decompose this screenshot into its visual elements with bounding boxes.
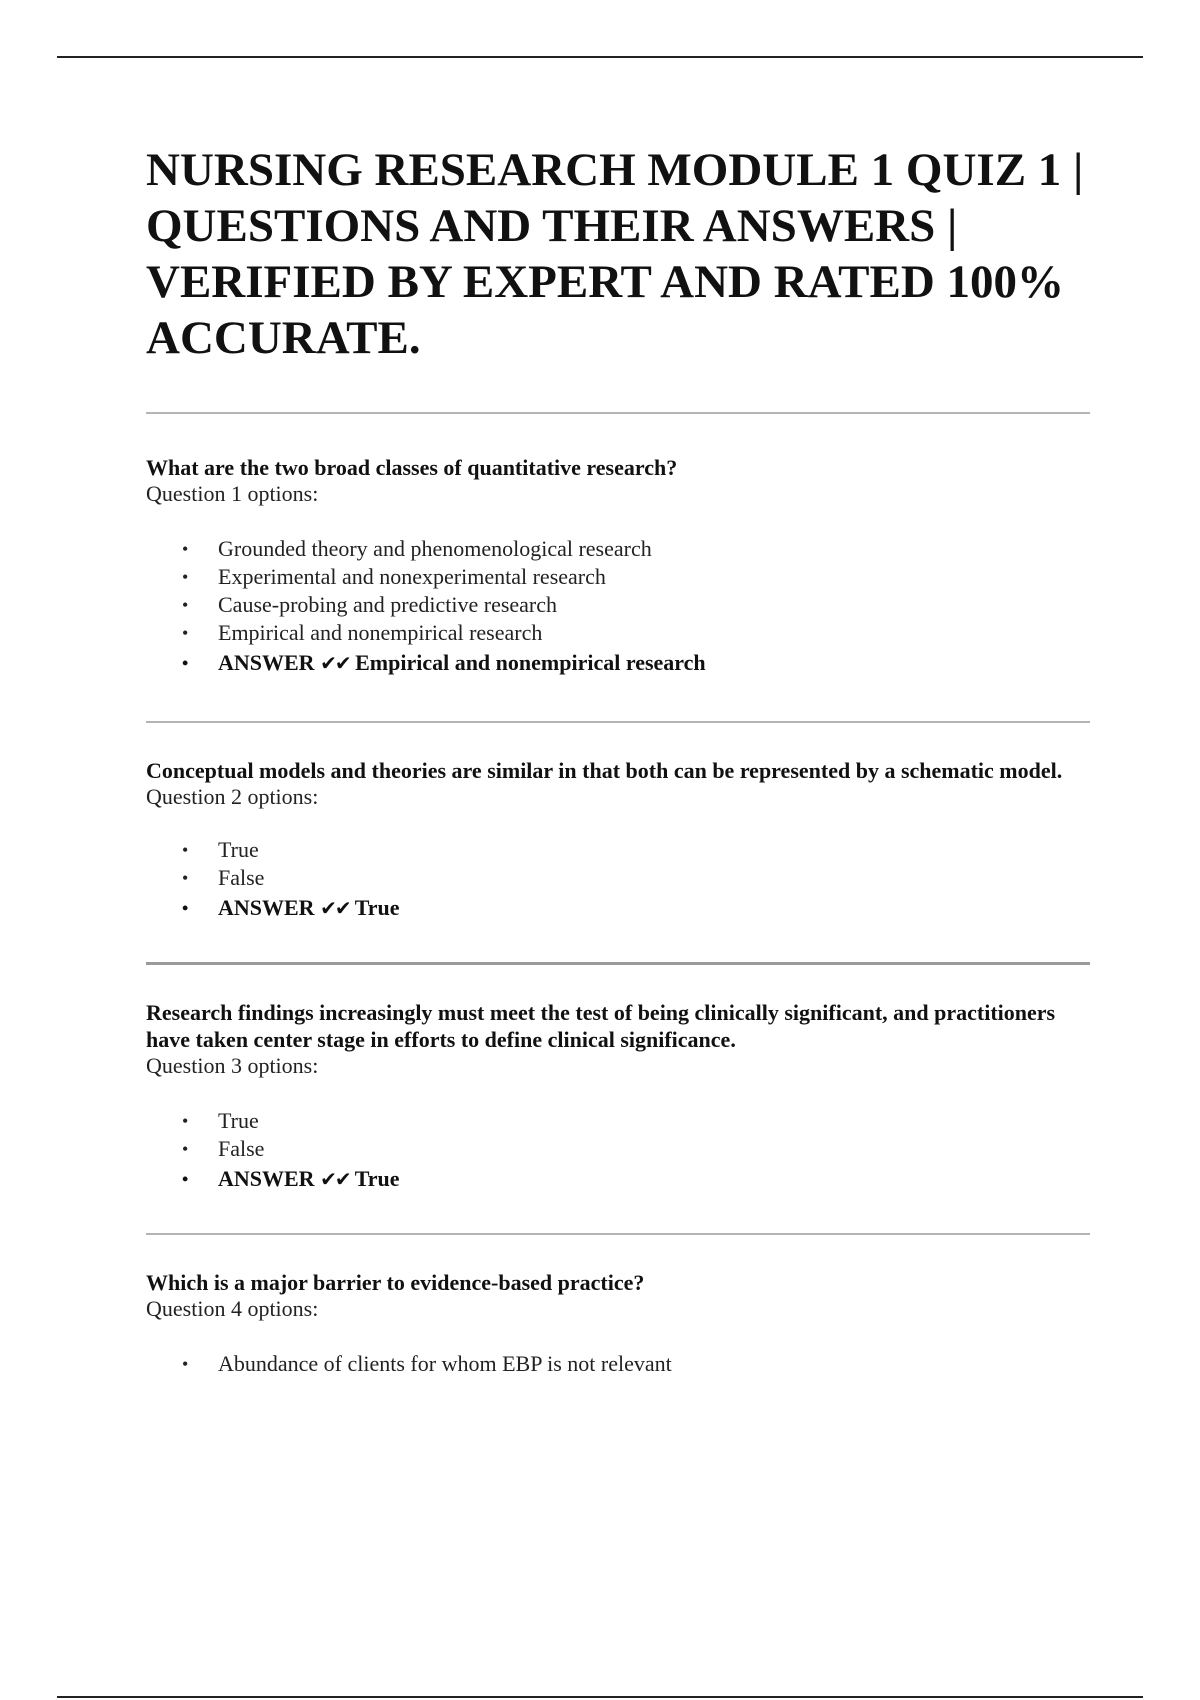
- answer-label: ANSWER: [218, 895, 315, 920]
- question-3: [146, 999, 1090, 1193]
- answer-label: ANSWER: [218, 1166, 315, 1191]
- question-2-text: Conceptual models and theories are similar in that both can be represented by a schematic model.: [146, 758, 1063, 783]
- option-item: [146, 563, 1090, 591]
- double-check-icon: ✔✔: [320, 1167, 350, 1191]
- section-divider: [146, 412, 1090, 414]
- question-3-options-label: Question 3 options:: [146, 1053, 319, 1078]
- answer-label: ANSWER: [218, 650, 315, 675]
- question-4-options-label: Question 4 options:: [146, 1296, 319, 1321]
- question-3-options: [146, 1107, 1090, 1193]
- bullet-icon: •: [182, 1354, 189, 1374]
- double-check-icon: ✔✔: [320, 651, 350, 675]
- section-divider: [146, 1233, 1090, 1235]
- bullet-icon: •: [182, 595, 189, 615]
- option-item: [146, 535, 1090, 563]
- page-top-rule: [57, 56, 1143, 58]
- section-divider: [146, 721, 1090, 723]
- page-bottom-rule: [57, 1696, 1143, 1698]
- question-1-options-label: Question 1 options:: [146, 481, 319, 506]
- bullet-icon: •: [182, 623, 189, 643]
- bullet-icon: •: [182, 1169, 189, 1189]
- option-text: Empirical and nonempirical research: [218, 620, 543, 645]
- question-4: [146, 1269, 1090, 1378]
- option-text: False: [218, 865, 265, 890]
- option-text: Abundance of clients for whom EBP is not relevant: [218, 1351, 672, 1376]
- document-body: [146, 142, 1090, 1378]
- question-3-text: Research findings increasingly must meet the test of being clinically significant, and practitioners have taken center stage in efforts to define clinical significance.: [146, 1000, 1056, 1052]
- option-text: Experimental and nonexperimental research: [218, 564, 606, 589]
- option-text: True: [218, 837, 259, 862]
- bullet-icon: •: [182, 1139, 189, 1159]
- document-title: NURSING RESEARCH MODULE 1 QUIZ 1 | QUESTIONS AND THEIR ANSWERS | VERIFIED BY EXPERT AND RATED 100% ACCURATE.: [146, 144, 1084, 364]
- question-1: [146, 454, 1090, 677]
- option-text: False: [218, 1136, 265, 1161]
- option-item: [146, 591, 1090, 619]
- answer-item: [146, 649, 1090, 677]
- bullet-icon: •: [182, 898, 189, 918]
- bullet-icon: •: [182, 567, 189, 587]
- question-4-text: Which is a major barrier to evidence-based practice?: [146, 1270, 645, 1295]
- question-2-options-label: Question 2 options:: [146, 784, 319, 809]
- option-text: Grounded theory and phenomenological research: [218, 536, 652, 561]
- option-item: [146, 1135, 1090, 1163]
- bullet-icon: •: [182, 1111, 189, 1131]
- question-4-options: [146, 1350, 1090, 1378]
- question-1-options: [146, 535, 1090, 677]
- option-item: [146, 1350, 1090, 1378]
- section-divider: [146, 962, 1090, 965]
- question-1-text: What are the two broad classes of quantitative research?: [146, 455, 678, 480]
- option-item: [146, 1107, 1090, 1135]
- question-2-options: [146, 836, 1090, 922]
- answer-text: Empirical and nonempirical research: [355, 650, 706, 675]
- option-item: [146, 836, 1090, 864]
- option-item: [146, 619, 1090, 647]
- bullet-icon: •: [182, 653, 189, 673]
- bullet-icon: •: [182, 840, 189, 860]
- option-item: [146, 864, 1090, 892]
- double-check-icon: ✔✔: [320, 896, 350, 920]
- question-2: [146, 757, 1090, 922]
- answer-text: True: [354, 895, 400, 920]
- bullet-icon: •: [182, 539, 189, 559]
- answer-item: [146, 894, 1090, 922]
- option-text: Cause-probing and predictive research: [218, 592, 558, 617]
- answer-text: True: [354, 1166, 400, 1191]
- option-text: True: [218, 1108, 259, 1133]
- answer-item: [146, 1165, 1090, 1193]
- bullet-icon: •: [182, 868, 189, 888]
